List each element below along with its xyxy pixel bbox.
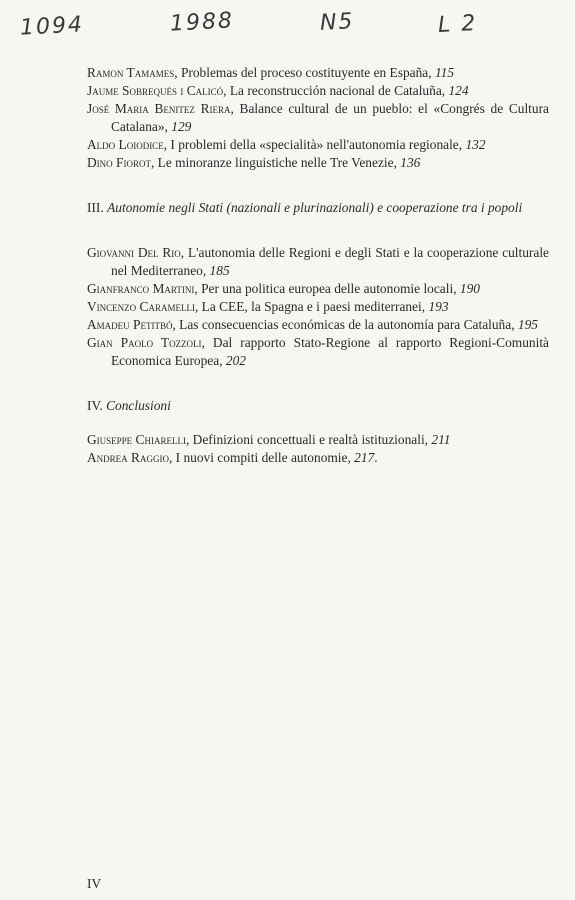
entry-title: Per una politica europea delle autonomie locali [201, 281, 454, 296]
entry-page: 129 [171, 119, 192, 134]
section-numeral: III. [87, 200, 104, 215]
handwritten-annotation [0, 2, 575, 50]
entry-page: 185 [209, 263, 230, 278]
entry-page: 190 [459, 281, 480, 296]
entry-title: I problemi della «specialità» nell'autonomia regionale [170, 137, 459, 152]
section-heading [87, 397, 549, 415]
entry-author: Gianfranco Martini [87, 281, 195, 296]
toc-entry: Gian Paolo Tozzoli, Dal rapporto Stato-Regione al rapporto Regioni-Comunità Economica Europea, 202 [87, 335, 549, 368]
entry-author: Giovanni Del Rio [87, 245, 181, 260]
entry-page: 136 [400, 155, 421, 170]
entry-title: Le minoranze linguistiche nelle Tre Venezie [157, 155, 394, 170]
entry-group-1 [87, 64, 549, 172]
section-title: Autonomie negli Stati (nazionali e plurinazionali) e cooperazione tra i popoli [107, 200, 523, 215]
toc-entry: Andrea Raggio, I nuovi compiti delle autonomie, 217. [87, 450, 378, 465]
entry-group-2 [87, 244, 549, 370]
entry-author: Andrea Raggio [87, 450, 169, 465]
section-numeral: IV. [87, 398, 103, 413]
entry-title: Balance cultural de un pueblo: el «Congrés de Cultura Catalana» [111, 101, 549, 134]
page-number: IV [87, 876, 102, 891]
entry-page: 124 [448, 83, 469, 98]
section-heading [87, 199, 549, 217]
handwritten-code: N5 [319, 9, 356, 36]
entry-page: 195 [517, 317, 538, 332]
handwritten-number: 1094 [19, 12, 85, 41]
entry-page: 193 [428, 299, 449, 314]
entry-title: Dal rapporto Stato-Regione al rapporto Regioni-Comunità Economica Europea [111, 335, 549, 368]
toc-entry: Giovanni Del Rio, L'autonomia delle Regioni e degli Stati e la cooperazione culturale nel Mediterraneo, 185 [87, 245, 549, 278]
entry-page: 115 [434, 65, 455, 80]
toc-entry: Gianfranco Martini, Per una politica europea delle autonomie locali, 190 [87, 281, 480, 296]
entry-author: Vincenzo Caramelli [87, 299, 195, 314]
entry-page: 202 [225, 353, 246, 368]
entry-author: Gian Paolo Tozzoli [87, 335, 202, 350]
toc-entry: Jaume Sobrequés i Calicó, La reconstrucción nacional de Cataluña, 124 [87, 83, 469, 98]
entry-page: 132 [465, 137, 486, 152]
table-of-contents [87, 64, 549, 467]
section-title: Conclusioni [106, 398, 171, 413]
toc-entry: Dino Fiorot, Le minoranze linguistiche nelle Tre Venezie, 136 [87, 155, 421, 170]
handwritten-year: 1988 [169, 8, 235, 37]
toc-entry: Aldo Loiodice, I problemi della «specialità» nell'autonomia regionale, 132 [87, 137, 486, 152]
entry-author: Jaume Sobrequés i Calicó [87, 83, 224, 98]
entry-trail: . [374, 450, 378, 465]
entry-page: 217 [354, 450, 375, 465]
entry-page: 211 [431, 432, 451, 447]
entry-title: L'autonomia delle Regioni e degli Stati e la cooperazione culturale nel Mediterraneo [111, 245, 549, 278]
toc-entry: Giuseppe Chiarelli, Definizioni concettuali e realtà istituzionali, 211 [87, 432, 451, 447]
entry-title: La reconstrucción nacional de Cataluña [229, 83, 442, 98]
entry-title: Las consecuencias económicas de la autonomía para Cataluña [179, 317, 512, 332]
handwritten-mark: L 2 [437, 10, 478, 39]
toc-entry: José Maria Benitez Riera, Balance cultural de un pueblo: el «Congrés de Cultura Catalana», 129 [87, 101, 549, 134]
toc-entry: Vincenzo Caramelli, La CEE, la Spagna e i paesi mediterranei, 193 [87, 299, 449, 314]
entry-author: José Maria Benitez Riera [87, 101, 231, 116]
entry-author: Dino Fiorot [87, 155, 151, 170]
entry-title: Problemas del proceso costituyente en España [180, 65, 429, 80]
entry-title: I nuovi compiti delle autonomie [175, 450, 348, 465]
entry-author: Ramon Tamames [87, 65, 175, 80]
toc-entry: Amadeu Petitbó, Las consecuencias económicas de la autonomía para Cataluña, 195 [87, 317, 538, 332]
entry-author: Aldo Loiodice [87, 137, 164, 152]
entry-author: Giuseppe Chiarelli [87, 432, 186, 447]
entry-author: Amadeu Petitbó [87, 317, 173, 332]
entry-title: La CEE, la Spagna e i paesi mediterranei [201, 299, 422, 314]
entry-group-3 [87, 431, 549, 467]
toc-entry: Ramon Tamames, Problemas del proceso costituyente en España, 115 [87, 65, 455, 80]
entry-title: Definizioni concettuali e realtà istituzionali [192, 432, 425, 447]
